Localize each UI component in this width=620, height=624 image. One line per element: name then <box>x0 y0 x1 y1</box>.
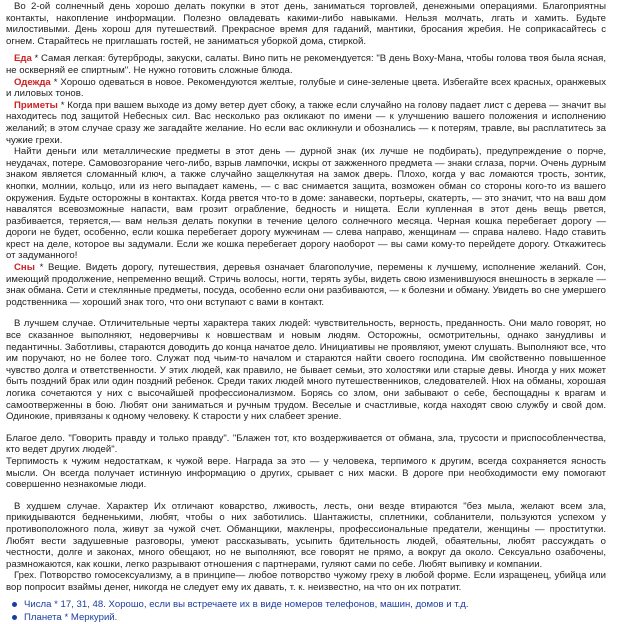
list-item <box>24 611 606 624</box>
bullet-icon <box>12 602 17 607</box>
food-label: Еда <box>14 53 32 65</box>
planet-text: * Меркурий. <box>64 611 118 623</box>
dreams-paragraph <box>6 262 606 308</box>
omens-label: Приметы <box>14 99 58 111</box>
sin-paragraph: Грех. Потворство гомосексуализму, а в принципе— любое потворство чужому греху в любой форме. Если изращенец, убийца или вор попросит взаймы денег, никогда не следует ему их давать, т. к. неизвестно, на что он их потратит. <box>6 570 606 593</box>
character-bad-paragraph: В худшем случае. Характер Их отличают коварство, лживость, лесть, они везде втираются "без мыла, желают всем зла, прикидываются бедненькими, любят, чтобы о них заботились. Шантажисты, сплетники, собланители, пользуются успехом у противоположного пола, живут за чужой счет. Обманщики, макленры, профессиональные предатели, женщины — проститутки. Любят вести задушевные разговоры, умеют рассказывать, усыпить бдительность людей, обаятельны, любят рассуждать о честности, долге и законах, много обещают, но не выполняют, все говорят не прямо, а вокруг да около. Сексуально озабочены, размножаются, как кошки, легко разрывают отношения с партнерами, гуляют сами по себе. Любят выпивку и компании. <box>6 500 606 570</box>
planet-label: Планета <box>24 611 62 623</box>
character-good-paragraph: В лучшем случае. Отличительные черты характера таких людей: чувствительность, верность, преданность. Они мало говорят, но все сказанное выполняют, недоверчивы к новшествам и новым людям. Осторожны, осмотрительны, однако занудливы и педантичны. Заботливы, стараются доводить до конца начатое дело. Инициативы не проявляют, умеют слушать. Выполняют все, что им поручают, но не более того. Служат под чьим-то началом и стараются найти своего господина. Им свойственно повышенное чувство долга и ответственности. У этих людей, как правило, не бывает семьи, это холостяки или старые девы. Иногда у них может быть поздний брак или один поздний ребенок. Среди таких людей много путешественников, следователей. Нюх на обманы, хорошая логика сочетаются у них с высочайшей профессионализмом. Борясь со злом, они забывают о себе, беспощадны к врагам и самоотверженны в бою. Любят они заниматься и ручным трудом. Веселые и счастливые, когда находят свою службу и свой дом. Одинокие, привязаны к одному человеку. К старости у них слабеет зрение. <box>6 318 606 423</box>
list-item <box>24 598 606 611</box>
tolerance-paragraph: Терпимость к чужим недостаткам, к чужой вере. Награда за это — у человека, терпимого к другим, всегда сохраняется ясность мысли. Он всегда получает истинную информацию о других, срывает с них маски. В дороге при необходимости ему помогают совершенно незнакомые люди. <box>6 455 606 491</box>
dreams-text: * Вещие. Видеть дорогу, путешествия, деревья означает благополучие, перемены к лучшему, исполнение желаний. Сон, имеющий продолжение, непременно вещий. Стричь волосы, ногти, терять зубы, видеть свою изменившуюся внешность в зеркале — знак обмана. Сети и стеклянные предметы, посуда, особенно если они разбиваются, — к болезни и обману. Увидеть во сне умершего родственника — хороший знак того, что они вступают с вами в контакт. <box>6 262 606 308</box>
food-paragraph <box>6 53 606 76</box>
omens-paragraph-2: Найти деньги или металлические предметы в этот день — дурной знак (их лучше не подбирать), предупреждение о порче, неудачах, потере. Самовозгорание чего-либо, взрыв лампочки, искры от зажженного предмета — знаки сглаза, порчи. Очень дурным знаком является сломанный ключ, а также случайно защелкнутая на замок дверь. Плохо, когда у вас ломаются трость, зонтик, кнопки, молнии, кольцо, или из него выпадает камень, — с вас снимается защита, возможен обман со стороны кого-то из вашего окружения. Будьте осторожны в контактах. Когда рвется что-то в доме: занавески, портьеры, скатерть, — это значит, что на ваш дом навалятся всевозможные напасти, вам грозит ограбление, бедность и нищета. Если купленная в этот день вещь рвется, разбивается, теряется,— вам нельзя делать покупки в течение целого солнечного месяца. Черная кошка перебегает дорогу — дороги не будет, особенно, если кошка перебегает дорогу мужчинам — слева направо, женщинам — справа налево. Надо ставить крест на деле, которое вы задумали. Если же кошка перебегает дорогу наоборот — вы сами кому-то перейдете дорогу. Откажитесь от задуманного! <box>6 146 606 262</box>
omens-paragraph <box>6 100 606 146</box>
blessed-deed-paragraph: Благое дело. "Говорить правду и только правду". "Блажен тот, кто воздерживается от обмана, зла, трусости и приспособленчества, кто ведет других людей". <box>6 432 606 456</box>
clothing-text: * Хорошо одеваться в новое. Рекомендуются желтые, голубые и сине-зеленые цвета. Избегайте всех красных, оранжевых и лиловых тонов. <box>6 76 606 100</box>
numbers-text: * 17, 31, 48. Хорошо, если вы встречаете их в виде номеров телефонов, машин, домов и т.д. <box>54 598 469 610</box>
bullet-icon <box>12 615 17 620</box>
numbers-label: Числа <box>24 598 52 610</box>
intro-paragraph: Во 2-ой солнечный день хорошо делать покупки в этот день, заниматься торговлей, денежными операциями. Благоприятны контакты, накопление информации. Полезно овладевать какими-либо навыками. Нельзя молчать, лгать и хамить. Будьте милостивыми. День хорош для путешествий. Прекрасное время для гаданий, мантики, бросания жребия. Не соприкасайтесь с огнем. Старайтесь не приглашать гостей, не заниматься уборкой дома, стиркой. <box>6 1 606 47</box>
food-text: * Самая легкая: бутерброды, закуски, салаты. Вино пить не рекомендуется: "В день Воху-Мана, чтобы голова твоя была ясная, не оскверняй ее спиртным". Не нужно готовить сложные блюда. <box>6 53 607 76</box>
clothing-paragraph <box>6 77 606 100</box>
dreams-label: Сны <box>14 262 35 274</box>
facts-list <box>6 598 606 624</box>
clothing-label: Одежда <box>14 76 51 88</box>
omens-text: * Когда при вашем выходе из дому ветер дует сбоку, а также если случайно на голову падает лист с дерева — значит вы находитесь под защитой Небесных сил. Вас несколько раз окликают по имени — к улучшению вашего положения и исполнению желаний; в этом случае сразу же загадайте желание. Но если вас окликнули и обознались — к потерям, травле, вы расплатитесь за чужие грехи. <box>6 99 606 146</box>
